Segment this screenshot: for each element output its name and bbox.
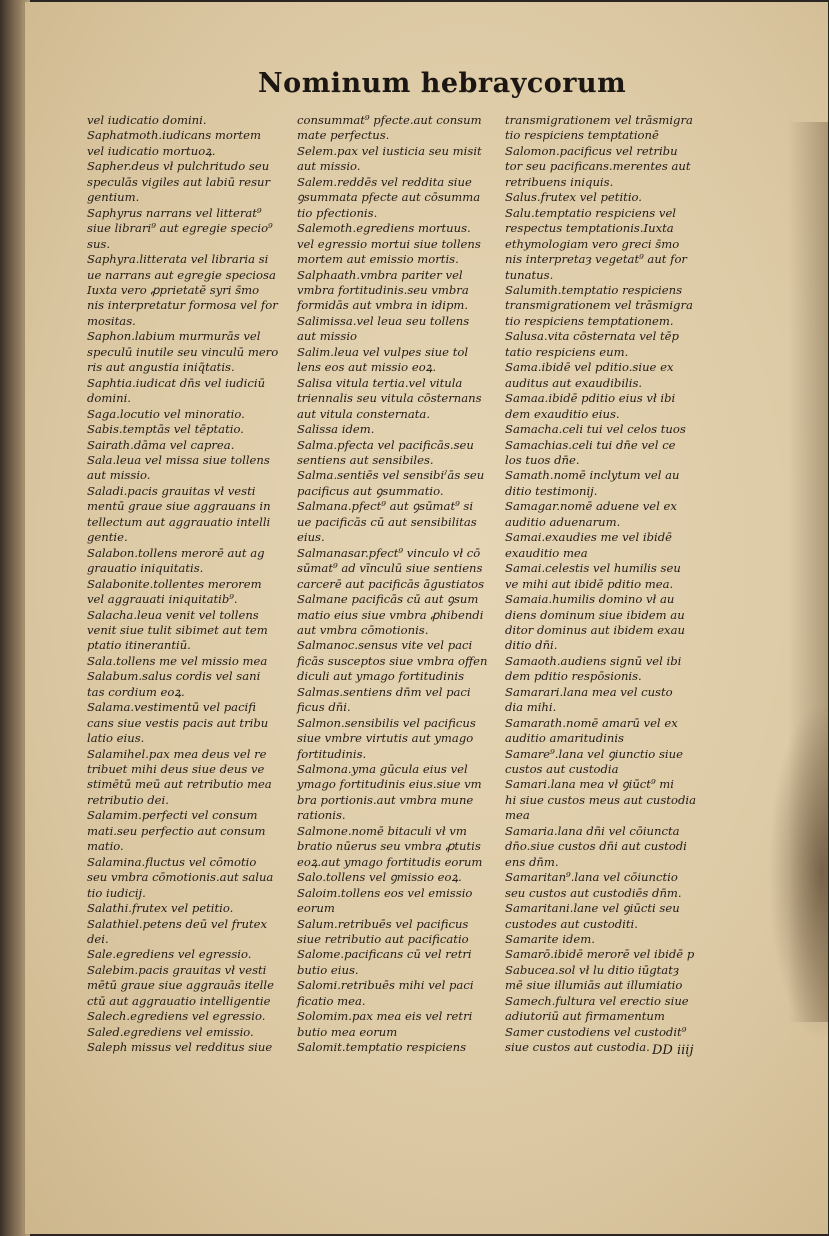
text-line: mentū graue siue aggrauans in — [87, 499, 271, 514]
text-line: Salmana.pfect⁹ aut ꝯsūmat⁹ si — [297, 499, 474, 514]
text-line: Samaa.ibidē pditio eius vł ibi — [505, 391, 676, 406]
text-line: grauatio iniquitatis. — [87, 561, 204, 576]
text-line: matio eius siue vmbra ꝓhibendi — [297, 607, 484, 622]
text-line: siue librari⁹ aut egregie specio⁹ — [87, 221, 273, 236]
text-line: Salmona.yma gūcula eius vel — [297, 762, 468, 777]
text-line: Samachias.celi tui dn̄e vel ce — [505, 437, 676, 452]
text-line: venit siue tulit sibimet aut tem — [87, 622, 268, 637]
text-line: butio mea eorum — [297, 1024, 398, 1039]
text-line: eoꝝ.aut ymago fortitudis eorum — [297, 854, 483, 869]
text-line: Sairath.dāma vel caprea. — [87, 437, 235, 452]
text-line: auditio amaritudinis — [505, 731, 624, 746]
text-line: mate perfectus. — [297, 128, 390, 143]
text-line: dia mihi. — [505, 700, 557, 715]
text-line: siue vmbre virtutis aut ymago — [297, 731, 474, 746]
text-line: tio respiciens temptationē — [505, 128, 659, 143]
text-line: domini. — [87, 391, 131, 406]
text-line: Salebim.pacis grauitas vł vesti — [87, 962, 267, 977]
text-line: ue pacificās cū aut sensibilitas — [297, 514, 477, 529]
text-line: mētū graue siue aggrauās itelle — [87, 978, 274, 993]
text-line: Saloim.tollens eos vel emissio — [297, 885, 473, 900]
text-line: Salamim.perfecti vel consum — [87, 808, 258, 823]
text-line: Saleph missus vel redditus siue — [87, 1040, 273, 1055]
text-line: speculū inutile seu vinculū mero — [87, 344, 279, 359]
text-line: transmigrationem vel trāsmigra — [505, 113, 693, 127]
text-line: Salabum.salus cordis vel sani — [87, 669, 261, 684]
text-line: bratio nūerus seu vmbra ꝓtutis — [297, 839, 481, 854]
text-line: Saga.locutio vel minoratio. — [87, 406, 245, 421]
text-line: Salisa vitula tertia.vel vitula — [297, 375, 463, 390]
text-line: sūmat⁹ ad vīnculū siue sentiens — [297, 561, 483, 576]
text-line: Samare⁹.lana vel ꝯiunctio siue — [505, 746, 683, 761]
text-line: eorum — [297, 901, 335, 916]
text-line: Salacha.leua venit vel tollens — [87, 607, 259, 622]
text-line: Salech.egrediens vel egressio. — [87, 1009, 266, 1024]
text-line: Samari.lana mea vł ꝯiūct⁹ mi — [505, 777, 674, 792]
text-line: Salmanoc.sensus vite vel paci — [297, 638, 473, 653]
text-column-1 — [87, 113, 292, 1056]
text-line: aut missio. — [297, 159, 361, 174]
text-line: dem exauditio eius. — [505, 406, 620, 421]
text-line: Salathi.frutex vel petitio. — [87, 901, 234, 916]
text-line: Samarari.lana mea vel custo — [505, 684, 673, 699]
text-line: dn̄o.siue custos dn̄i aut custodi — [505, 839, 687, 854]
text-line: los tuos dn̄e. — [505, 452, 580, 467]
text-line: lens eos aut missio eoꝝ. — [297, 360, 437, 375]
text-line: Saphyrus narrans vel litterat⁹ — [87, 205, 262, 220]
text-line: Sabis.temptās vel tēptatio. — [87, 422, 244, 437]
text-line: ve mihi aut ibidē pditio mea. — [505, 576, 674, 591]
text-line: auditio aduenarum. — [505, 514, 621, 529]
text-line: Saladi.pacis grauitas vł vesti — [87, 483, 256, 498]
text-line: Salum.retribuēs vel pacificus — [297, 916, 469, 931]
text-line: vel egressio mortui siue tollens — [297, 236, 481, 251]
text-line: Salama.vestimentū vel pacifi — [87, 700, 256, 715]
text-line: ditio testimonij. — [505, 483, 598, 498]
text-line: Salome.pacificans cū vel retri — [297, 947, 472, 962]
text-line: Salomit.temptatio respiciens — [297, 1040, 467, 1055]
text-line: aut missio. — [87, 468, 151, 483]
text-line: eius. — [297, 530, 325, 545]
text-line: Salus.frutex vel petitio. — [505, 190, 642, 205]
text-line: vel iudicatio domini. — [87, 113, 207, 127]
text-line: Salemoth.egrediens mortuus. — [297, 221, 471, 236]
text-line: Samer custodiens vel custodit⁹ — [505, 1024, 687, 1039]
text-line: ens dn̄m. — [505, 854, 559, 869]
text-line: Sabucea.sol vł lu ditio iūgtatȝ — [505, 962, 679, 977]
text-line: aut missio — [297, 329, 358, 344]
text-line: Salmon.sensibilis vel pacificus — [297, 715, 476, 730]
text-line: ue narrans aut egregie speciosa — [87, 267, 276, 282]
text-line: Samarō.ibidē merorē vel ibidē p — [505, 947, 695, 962]
text-line: Samagar.nomē aduene vel ex — [505, 499, 677, 514]
text-line: dem pditio respōsionis. — [505, 669, 642, 684]
text-line: Salma.sentiēs vel sensibiˀās seu — [297, 468, 485, 483]
text-line: pacificus aut ꝯsummatio. — [297, 483, 444, 498]
text-line: Salim.leua vel vulpes siue tol — [297, 344, 469, 359]
text-line: tio iudicij. — [87, 885, 146, 900]
text-line: seu vmbra cōmotionis.aut salua — [87, 870, 274, 885]
text-line: cans siue vestis pacis aut tribu — [87, 715, 269, 730]
text-line: carcerē aut pacificās āgustiatos — [297, 576, 485, 591]
text-line: sus. — [87, 236, 111, 251]
text-line: Solomim.pax mea eis vel retri — [297, 1009, 473, 1024]
text-line: hi siue custos meus aut custodia — [505, 792, 696, 807]
text-line: Sapher.deus vł pulchritudo seu — [87, 159, 270, 174]
text-line: Samarath.nomē amarū vel ex — [505, 715, 678, 730]
text-line: tio respiciens temptationem. — [505, 313, 674, 328]
text-line: Salamihel.pax mea deus vel re — [87, 746, 267, 761]
text-line: tunatus. — [505, 267, 554, 282]
text-line: Salem.reddēs vel reddita siue — [297, 174, 472, 189]
text-line: ꝯsummata pfecte aut cōsumma — [297, 190, 481, 205]
text-line: Samaria.lana dn̄i vel cōiuncta — [505, 823, 680, 838]
text-line: mē siue illumiās aut illumiatio — [505, 978, 683, 993]
text-line: rationis. — [297, 808, 346, 823]
text-line: Salabonite.tollentes merorem — [87, 576, 262, 591]
text-line: ficus dn̄i. — [297, 700, 351, 715]
text-line: mea — [505, 808, 530, 823]
text-column-2 — [297, 113, 502, 1056]
text-line: retributio dei. — [87, 792, 169, 807]
text-line: mati.seu perfectio aut consum — [87, 823, 266, 838]
text-line: gentium. — [87, 190, 140, 205]
text-line: Salabon.tollens merorē aut ag — [87, 545, 265, 560]
text-line: latio eius. — [87, 731, 145, 746]
text-line: vmbra fortitudinis.seu vmbra — [297, 282, 469, 297]
text-line: Saphyra.litterata vel libraria si — [87, 252, 269, 267]
text-line: Sale.egrediens vel egressio. — [87, 947, 252, 962]
text-line: tatio respiciens eum. — [505, 344, 629, 359]
text-line: tribuet mihi deus siue deus ve — [87, 762, 265, 777]
text-line: auditus aut exaudibilis. — [505, 375, 643, 390]
text-line: aut vitula consternata. — [297, 406, 430, 421]
text-line: diculi aut ymago fortitudinis — [297, 669, 465, 684]
running-head: Nominum hebraycorum — [258, 68, 627, 99]
text-line: Sama.ibidē vel pditio.siue ex — [505, 360, 674, 375]
text-line: Salamina.fluctus vel cōmotio — [87, 854, 257, 869]
text-line: ditio dn̄i. — [505, 638, 558, 653]
text-line: consummat⁹ pfecte.aut consum — [297, 113, 482, 127]
text-line: Samacha.celi tui vel celos tuos — [505, 422, 686, 437]
text-line: Salumith.temptatio respiciens — [505, 282, 683, 297]
text-line: fortitudinis. — [297, 746, 367, 761]
text-line: triennalis seu vitula cōsternans — [297, 391, 482, 406]
text-line: Sala.leua vel missa siue tollens — [87, 452, 270, 467]
text-line: vel iudicatio mortuoꝝ. — [87, 143, 216, 158]
text-line: ris aut angustia iniq̄tatis. — [87, 360, 235, 375]
text-line: nis interpretatur formosa vel for — [87, 298, 278, 313]
text-line: Salma.pfecta vel pacificās.seu — [297, 437, 474, 452]
text-line: ymago fortitudinis eius.siue vm — [297, 777, 482, 792]
text-line: Selem.pax vel iusticia seu misit — [297, 143, 482, 158]
text-line: aut vmbra cōmotionis. — [297, 622, 429, 637]
water-stain — [768, 702, 828, 1042]
text-line: Samai.exaudies me vel ibidē — [505, 530, 673, 545]
text-line: mositas. — [87, 313, 136, 328]
signature-mark: DD iiij — [652, 1043, 694, 1058]
text-line: adiutoriū aut firmamentum — [505, 1009, 665, 1024]
text-line: Samaoth.audiens signū vel ibi — [505, 653, 682, 668]
text-line: ptatio itinerantiū. — [87, 638, 191, 653]
text-line: Saphatmoth.iudicans mortem — [87, 128, 261, 143]
text-line: Samarite idem. — [505, 932, 595, 947]
text-line: nis interpretaȝ vegetat⁹ aut for — [505, 252, 687, 267]
text-line: ethymologiam vero greci s̄mo — [505, 236, 680, 251]
text-line: Saled.egrediens vel emissio. — [87, 1024, 254, 1039]
text-line: tio pfectionis. — [297, 205, 378, 220]
text-line: Salmas.sentiens dn̄m vel paci — [297, 684, 471, 699]
text-line: Salmanasar.pfect⁹ vinculo vł cō — [297, 545, 481, 560]
text-line: sentiens aut sensibiles. — [297, 452, 434, 467]
text-line: gentie. — [87, 530, 128, 545]
text-line: tor seu pacificans.merentes aut — [505, 159, 691, 174]
text-line: Salomi.retribuēs mihi vel paci — [297, 978, 474, 993]
text-line: Saphtia.iudicat dn̄s vel iudiciū — [87, 375, 266, 390]
text-line: Samath.nomē inclytum vel au — [505, 468, 680, 483]
text-line: custodes aut custoditi. — [505, 916, 638, 931]
text-line: exauditio mea — [505, 545, 588, 560]
text-line: tellectum aut aggrauatio intelli — [87, 514, 271, 529]
text-line: respectus temptationis.Iuxta — [505, 221, 674, 236]
text-line: speculās vigiles aut labiū resur — [87, 174, 271, 189]
text-line: Salmone.nomē bitaculi vł vm — [297, 823, 467, 838]
text-line: Salu.temptatio respiciens vel — [505, 205, 677, 220]
text-line: Sala.tollens me vel missio mea — [87, 653, 268, 668]
text-line: Iuxta vero ꝓprietatē syri s̄mo — [87, 282, 260, 297]
text-line: Samaia.humilis domino vł au — [505, 592, 675, 607]
text-line: Saphon.labium murmurās vel — [87, 329, 261, 344]
text-line: ctū aut aggrauatio intelligentie — [87, 993, 271, 1008]
text-line: Salphaath.vmbra pariter vel — [297, 267, 463, 282]
text-line: transmigrationem vel trāsmigra — [505, 298, 693, 313]
text-line: Salimissa.vel leua seu tollens — [297, 313, 470, 328]
text-line: Samaritani.lane vel ꝯiūcti seu — [505, 901, 680, 916]
text-line: Samai.celestis vel humilis seu — [505, 561, 681, 576]
text-line: siue custos aut custodia. — [505, 1040, 650, 1055]
text-line: seu custos aut custodiēs dn̄m. — [505, 885, 682, 900]
text-line: Salo.tollens vel ꝯmissio eoꝝ. — [297, 870, 462, 885]
text-line: tas cordium eoꝝ. — [87, 684, 185, 699]
text-line: vel aggrauati iniquitatib⁹. — [87, 592, 238, 607]
text-line: ficās susceptos siue vmbra offen — [297, 653, 488, 668]
text-line: stimētū meū aut retributio mea — [87, 777, 272, 792]
text-line: Salomon.pacificus vel retribu — [505, 143, 678, 158]
text-line: bra portionis.aut vmbra mune — [297, 792, 474, 807]
text-line: custos aut custodia — [505, 762, 619, 777]
text-line: retribuens iniquis. — [505, 174, 614, 189]
text-line: Salmane pacificās cū aut ꝯsum — [297, 592, 479, 607]
text-line: mortem aut emissio mortis. — [297, 252, 459, 267]
text-line: Salathiel.petens deū vel frutex — [87, 916, 268, 931]
text-line: butio eius. — [297, 962, 359, 977]
text-line: ditor dominus aut ibidem exau — [505, 622, 685, 637]
text-line: matio. — [87, 839, 124, 854]
text-line: dei. — [87, 932, 109, 947]
text-line: diens dominum siue ibidem au — [505, 607, 685, 622]
text-column-3 — [505, 113, 710, 1056]
text-line: formidās aut vmbra in idipm. — [297, 298, 469, 313]
text-line: siue retributio aut pacificatio — [297, 932, 469, 947]
text-line: Salusa.vita cōsternata vel tēp — [505, 329, 679, 344]
text-line: Samaritan⁹.lana vel cōiunctio — [505, 870, 678, 885]
text-line: Salissa idem. — [297, 422, 375, 437]
text-line: ficatio mea. — [297, 993, 366, 1008]
text-line: Samech.fultura vel erectio siue — [505, 993, 689, 1008]
